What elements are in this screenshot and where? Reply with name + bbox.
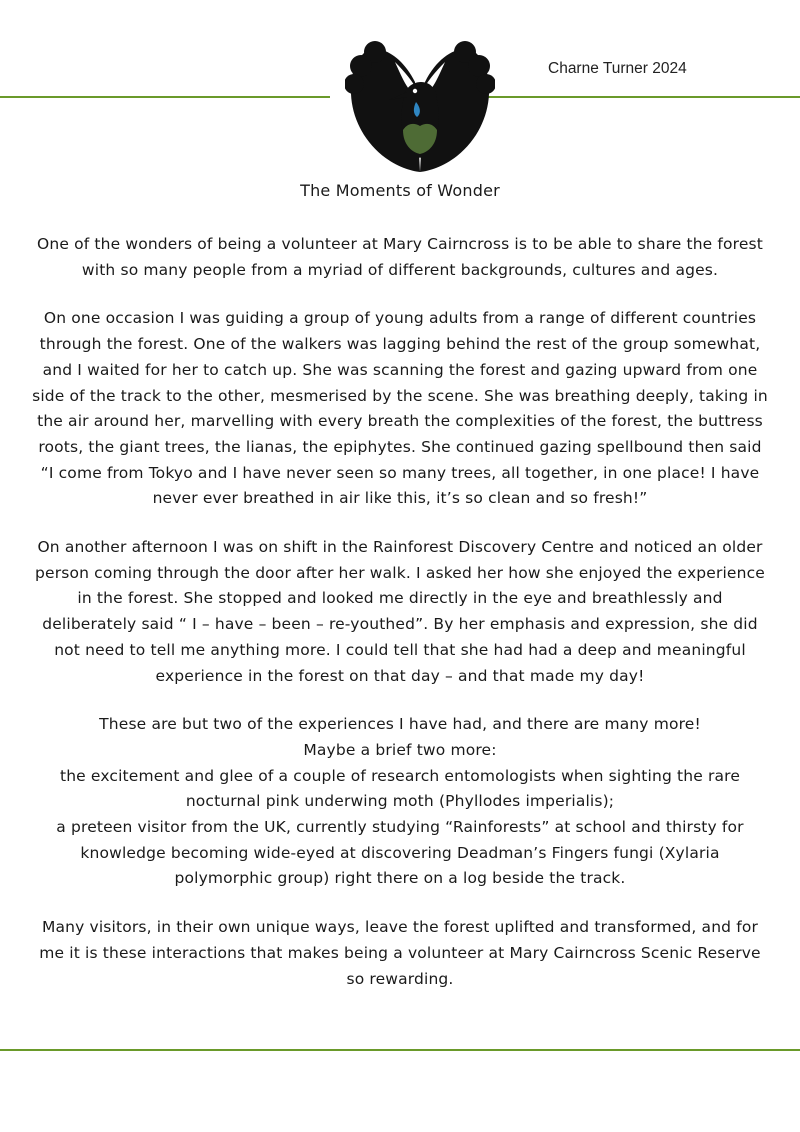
list-item-fungi: a preteen visitor from the UK, currently studying “Rainforests” at school and thirsty for knowledge becoming wide-eyed at discovering Deadman’s Fingers fungi (Xylaria polymorphic group) right there on a log beside the track. xyxy=(56,818,744,888)
footer-rule xyxy=(0,1049,800,1051)
header-rule-left xyxy=(0,96,330,98)
page-title: The Moments of Wonder xyxy=(300,181,500,200)
article-body xyxy=(32,232,768,1015)
header-rule-right xyxy=(470,96,800,98)
tui-bird-logo-icon xyxy=(345,32,495,184)
paragraph-closing: Many visitors, in their own unique ways, leave the forest uplifted and transformed, and for me it is these interactions that makes being a volunteer at Mary Cairncross Scenic Reserve so rewarding. xyxy=(39,918,761,988)
list-intro: These are but two of the experiences I have had, and there are many more! xyxy=(99,715,701,734)
list-lead: Maybe a brief two more: xyxy=(303,740,497,759)
paragraph-re-youthed: On another afternoon I was on shift in the Rainforest Discovery Centre and noticed an older person coming through the door after her walk. I asked her how she enjoyed the experience in the forest. She stopped and looked me directly in the eye and breathlessly and deliberately said “ I – have – been – re-youthed”. By her emphasis and expression, she did not need to tell me anything more. I could tell that she had had a deep and meaningful experience in the forest on that day – and that made my day! xyxy=(35,538,765,685)
list-item-moth: the excitement and glee of a couple of research entomologists when sighting the rare nocturnal pink underwing moth (Phyllodes imperialis); xyxy=(59,766,741,811)
paragraph-intro: One of the wonders of being a volunteer at Mary Cairncross is to be able to share the forest with so many people from a myriad of different backgrounds, cultures and ages. xyxy=(37,235,763,279)
author-year: Charne Turner 2024 xyxy=(548,60,687,77)
paragraph-tokyo: On one occasion I was guiding a group of young adults from a range of different countries through the forest. One of the walkers was lagging behind the rest of the group somewhat, and I waited for her to catch up. She was scanning the forest and gazing upward from one side of the track to the other, mesmerised by the scene. She was breathing deeply, taking in the air around her, marvelling with every breath the complexities of the forest, the buttress roots, the giant trees, the lianas, the epiphytes. She continued gazing spellbound then said “I come from Tokyo and I have never seen so many trees, all together, in one place! I have never ever breathed in air like this, it’s so clean and so fresh!” xyxy=(32,309,768,508)
list-block xyxy=(32,712,768,892)
